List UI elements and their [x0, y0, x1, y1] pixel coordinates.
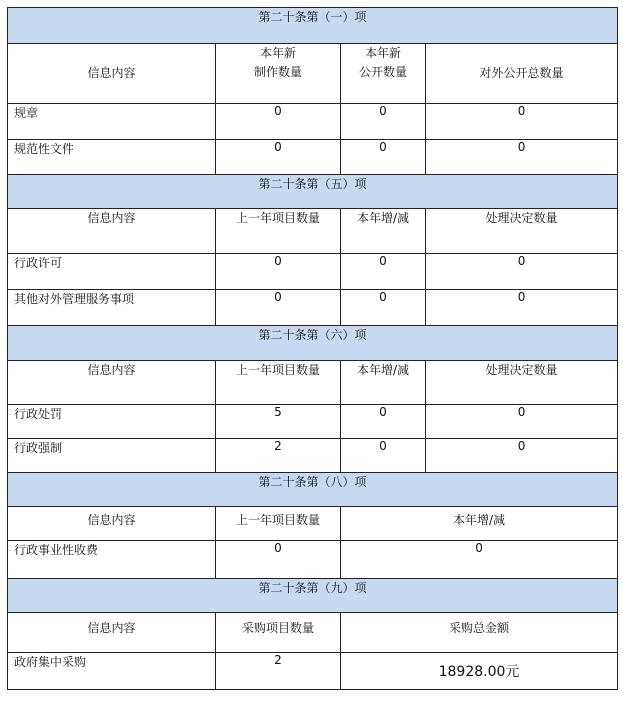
section-title: 第二十条第（五）项: [8, 175, 618, 209]
row-label: 行政事业性收费: [8, 541, 216, 579]
cell-value: 0: [216, 290, 341, 326]
section-title: 第二十条第（九）项: [8, 579, 618, 613]
column-header: 对外公开总数量: [426, 44, 618, 104]
cell-value: 0: [341, 541, 618, 579]
cell-value: 0: [426, 290, 618, 326]
table-row: [8, 254, 618, 290]
section-header: [8, 579, 618, 613]
cell-value: 0: [426, 104, 618, 140]
cell-value: 0: [426, 405, 618, 439]
row-label: 规范性文件: [8, 140, 216, 175]
section-header: [8, 473, 618, 507]
row-label: 行政处罚: [8, 405, 216, 439]
column-header: 上一年项目数量: [216, 507, 341, 541]
section-header: [8, 8, 618, 44]
table-row: [8, 104, 618, 140]
cell-value: 2: [216, 653, 341, 690]
column-header: 处理决定数量: [426, 209, 618, 254]
column-header: 本年增/减: [341, 507, 618, 541]
column-header-row: [8, 507, 618, 541]
column-header: 信息内容: [8, 361, 216, 405]
column-header: 本年增/减: [341, 361, 426, 405]
section-title: 第二十条第（六）项: [8, 326, 618, 361]
column-header-row: [8, 209, 618, 254]
column-header: 采购项目数量: [216, 613, 341, 653]
table-row: [8, 405, 618, 439]
column-header-row: [8, 44, 618, 104]
cell-value: 0: [426, 254, 618, 290]
row-label: 其他对外管理服务事项: [8, 290, 216, 326]
column-header: 本年新 制作数量: [216, 44, 341, 104]
table-row: [8, 439, 618, 473]
cell-value: 5: [216, 405, 341, 439]
cell-value: 0: [216, 104, 341, 140]
section-header: [8, 326, 618, 361]
row-label: 行政许可: [8, 254, 216, 290]
section-title: 第二十条第（一）项: [8, 8, 618, 44]
column-header: 信息内容: [8, 209, 216, 254]
cell-value: 0: [341, 104, 426, 140]
column-header: 信息内容: [8, 44, 216, 104]
cell-value: 0: [341, 439, 426, 473]
table-row: [8, 290, 618, 326]
section-header: [8, 175, 618, 209]
column-header: 处理决定数量: [426, 361, 618, 405]
table-row: [8, 653, 618, 690]
cell-value: 0: [216, 140, 341, 175]
column-header-row: [8, 613, 618, 653]
column-header: 采购总金额: [341, 613, 618, 653]
cell-value: 0: [426, 140, 618, 175]
row-label: 政府集中采购: [8, 653, 216, 690]
column-header: 本年新 公开数量: [341, 44, 426, 104]
column-header-row: [8, 361, 618, 405]
column-header: 上一年项目数量: [216, 209, 341, 254]
table-row: [8, 541, 618, 579]
table-row: [8, 140, 618, 175]
cell-value: 0: [341, 405, 426, 439]
cell-value: 0: [216, 541, 341, 579]
cell-value: 0: [426, 439, 618, 473]
row-label: 行政强制: [8, 439, 216, 473]
row-label: 规章: [8, 104, 216, 140]
cell-value: 2: [216, 439, 341, 473]
cell-value: 0: [216, 254, 341, 290]
column-header: 上一年项目数量: [216, 361, 341, 405]
disclosure-table: [7, 7, 618, 690]
section-title: 第二十条第（八）项: [8, 473, 618, 507]
cell-value: 0: [341, 254, 426, 290]
column-header: 信息内容: [8, 613, 216, 653]
total-amount: 18928.00元: [341, 653, 618, 690]
cell-value: 0: [341, 290, 426, 326]
column-header: 信息内容: [8, 507, 216, 541]
column-header: 本年增/减: [341, 209, 426, 254]
cell-value: 0: [341, 140, 426, 175]
